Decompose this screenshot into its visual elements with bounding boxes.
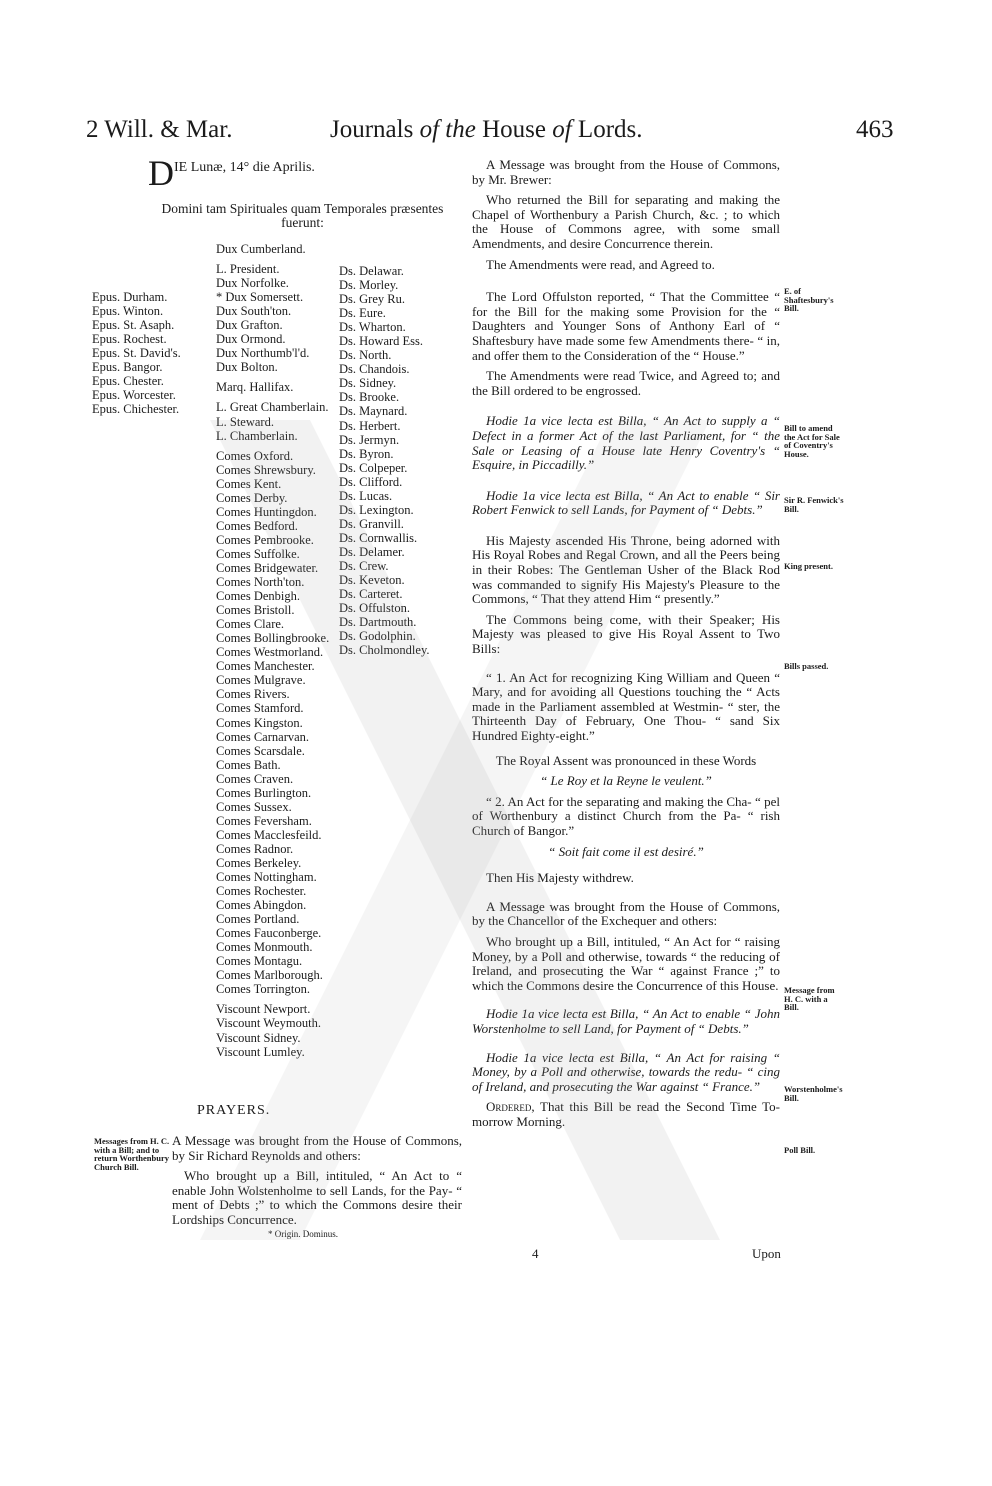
baron-entry: Ds. Brooke. (339, 390, 400, 405)
right-p18: Hodie 1a vice lecta est Billa, “ An Act to enable “ John Worstenholme to sell Land, for Payment of “ Debts.” (472, 1006, 780, 1036)
noble-entry: Dux Norfolke. (216, 276, 289, 291)
baron-entry: Ds. Colpeper. (339, 460, 408, 475)
noble-entry: Marq. Hallifax. (216, 380, 294, 395)
baron-entry: Ds. Herbert. (339, 418, 401, 433)
noble-entry: Comes Radnor. (216, 841, 294, 856)
noble-entry: Comes Rivers. (216, 687, 290, 702)
margin-poll-bill: Poll Bill. (784, 1145, 816, 1155)
noble-entry: L. President. (216, 262, 280, 277)
margin-worstenholme: Worstenholme's Bill. (784, 1084, 843, 1103)
title-the: the (445, 116, 476, 143)
noble-entry: Dux Grafton. (216, 318, 283, 333)
noble-entry: Comes Carnarvan. (216, 729, 310, 744)
ordered-lead: Ordered, (486, 1099, 535, 1115)
right-p2: Who returned the Bill for separating and making the Chapel of Worthenbury a Parish Church, &c. ; to which the House of Commons agree, with some small Amendments, and desire Concurrence therein. (472, 192, 780, 251)
noble-entry: Comes Manchester. (216, 659, 315, 674)
title-house: House (482, 116, 546, 143)
noble-entry: Comes Monmouth. (216, 940, 313, 955)
running-head-left: 2 Will. & Mar. (86, 116, 233, 143)
noble-entry: Comes Marlborough. (216, 968, 323, 983)
left-message-para: A Message was brought from the House of Commons, by Sir Richard Reynolds and others: (172, 1133, 462, 1163)
noble-entry: Comes Pembrooke. (216, 532, 314, 547)
nobles-list-barons (339, 264, 430, 657)
title-of: of (419, 116, 440, 143)
bishop-entry: Epus. Chester. (92, 374, 164, 388)
catchword: Upon (752, 1246, 781, 1261)
noble-entry: Dux Northumb'l'd. (216, 346, 310, 361)
baron-entry: Ds. Offulston. (339, 601, 410, 616)
left-paragraphs (172, 1134, 462, 1228)
right-p10: “ 1. An Act for recognizing King William and Queen “ Mary, and for avoiding all Questions touching the “ Acts made in the Parliament assembled at Westmin- “ ster, the Thirteenth Day of February, One Thou- “ sand Six Hundred Eighty-eight.” (472, 669, 780, 743)
margin-fenwick: Sir R. Fenwick's Bill. (784, 495, 844, 514)
noble-entry: Comes Fauconberge. (216, 926, 322, 941)
left-margin-note: Messages from H. C. with a Bill; and to return Worthenbury Church Bill. (94, 1136, 170, 1172)
noble-entry: L. Great Chamberlain. (216, 400, 329, 415)
noble-entry: Comes Mulgrave. (216, 673, 306, 688)
right-p12: “ Le Roy et la Reyne le veulent.” (540, 773, 712, 789)
noble-entry: Comes Scarsdale. (216, 743, 305, 758)
noble-entry: Comes Kent. (216, 476, 282, 491)
noble-entry: Comes Berkeley. (216, 855, 302, 870)
bishops-list (92, 290, 181, 416)
right-p7: Hodie 1a vice lecta est Billa, “ An Act to enable “ Sir Robert Fenwick to sell Lands, for Payment of “ Debts.” (472, 487, 780, 518)
baron-entry: Ds. Morley. (339, 278, 399, 293)
noble-entry: Comes Torrington. (216, 982, 311, 997)
noble-entry: Comes Abingdon. (216, 898, 307, 913)
signature-mark: 4 (532, 1246, 539, 1261)
baron-entry: Ds. Dartmouth. (339, 615, 417, 630)
footnote: * Origin. Dominus. (268, 1229, 339, 1239)
baron-entry: Ds. Delamer. (339, 544, 405, 559)
baron-entry: Ds. Clifford. (339, 474, 403, 489)
noble-entry: Dux Ormond. (216, 332, 286, 347)
noble-entry: Viscount Newport. (216, 1002, 311, 1017)
noble-entry: Comes Portland. (216, 912, 300, 927)
noble-entry: Viscount Sidney. (216, 1030, 301, 1045)
domini-line: Domini tam Spirituales quam Temporales præsentes fuerunt: (161, 201, 444, 231)
noble-entry: Comes Westmorland. (216, 645, 324, 660)
bishop-entry: Epus. St. Asaph. (92, 318, 175, 332)
margin-bills-passed: Bills passed. (784, 661, 829, 671)
baron-entry: Ds. Cholmondley. (339, 643, 430, 658)
title-of2: of (552, 116, 572, 143)
baron-entry: Ds. Keveton. (339, 573, 405, 588)
noble-entry: Comes Craven. (216, 771, 294, 786)
right-p1: A Message was brought from the House of Commons, by Mr. Brewer: (472, 157, 780, 187)
noble-entry: Dux South'ton. (216, 304, 292, 319)
noble-entry: Viscount Weymouth. (216, 1016, 321, 1031)
noble-entry: Comes Macclesfeild. (216, 827, 322, 842)
margin-coventry: Bill to amend the Act for Sale of Coventry's House. (784, 423, 840, 459)
noble-entry: L. Chamberlain. (216, 428, 298, 443)
right-p15: Then His Majesty withdrew. (486, 870, 634, 886)
right-p20-wrap (472, 1100, 780, 1129)
right-p8: His Majesty ascended His Throne, being adorned with His Royal Robes and Regal Crown, and all the Peers being in their Robes: The Gentleman Usher of the Black Rod was commanded to signify His Majesty's Pleasure to the Commons, “ That they attend Him “ presently.” (472, 532, 780, 607)
right-p9: The Commons being come, with their Speaker; His Majesty was pleased to give His Royal Assent to Two Bills: (472, 611, 780, 657)
baron-entry: Ds. Maynard. (339, 404, 408, 419)
baron-entry: Ds. Byron. (339, 446, 394, 461)
nobles-list-dukes-earls (216, 242, 329, 1059)
noble-entry: * Dux Somersett. (216, 290, 304, 305)
baron-entry: Ds. Godolphin. (339, 629, 416, 644)
day-heading-text: IE Lunæ, 14° die Aprilis. (174, 160, 315, 175)
noble-entry: Comes Sussex. (216, 799, 292, 814)
running-head-title (330, 116, 643, 144)
noble-entry: Dux Bolton. (216, 360, 278, 375)
margin-king-present: King present. (784, 561, 833, 571)
noble-entry: Comes Montagu. (216, 954, 303, 969)
margin-shaftesbury: E. of Shaftesbury's Bill. (784, 286, 834, 313)
drop-cap: D (148, 153, 174, 193)
baron-entry: Ds. Grey Ru. (339, 292, 405, 307)
right-p20: That this Bill be read the Second Time To-morrow Morning. (472, 1099, 780, 1129)
noble-entry: Comes Bridgewater. (216, 560, 319, 575)
baron-entry: Ds. Cornwallis. (339, 530, 418, 545)
noble-entry: Comes Bollingbrooke. (216, 631, 330, 646)
baron-entry: Ds. Jermyn. (339, 432, 400, 447)
noble-entry: Comes North'ton. (216, 575, 305, 590)
noble-entry: Comes Denbigh. (216, 589, 301, 604)
right-p3: The Amendments were read, and Agreed to. (486, 256, 715, 272)
noble-entry: Comes Oxford. (216, 448, 294, 463)
baron-entry: Ds. Sidney. (339, 376, 397, 391)
noble-entry: Comes Suffolke. (216, 546, 300, 561)
noble-entry: Comes Bristoll. (216, 603, 295, 618)
title-lords: Lords. (577, 116, 643, 143)
right-p14: “ Soit fait come il est desiré.” (548, 843, 704, 859)
baron-entry: Ds. Chandois. (339, 362, 410, 377)
baron-entry: Ds. Wharton. (339, 320, 406, 335)
noble-entry: Comes Feversham. (216, 813, 312, 828)
noble-entry: Comes Kingston. (216, 715, 303, 730)
noble-entry: Comes Stamford. (216, 701, 304, 716)
baron-entry: Ds. Carteret. (339, 587, 403, 602)
right-p17: Who brought up a Bill, intituled, “ An Act for “ raising Money, by a Poll and otherwise, towards “ the reducing of Ireland, and prosecuting the War “ against France ;” to which the Commons desire the Concurrence of this House. (472, 933, 780, 993)
page-number: 463 (856, 116, 894, 143)
noble-entry: Comes Burlington. (216, 785, 312, 800)
baron-entry: Ds. North. (339, 348, 392, 363)
title-journals: Journals (330, 116, 414, 143)
bishop-entry: Epus. Winton. (92, 304, 164, 318)
day-heading (148, 152, 315, 194)
baron-entry: Ds. Eure. (339, 306, 386, 321)
baron-entry: Ds. Howard Ess. (339, 334, 424, 349)
noble-entry: Comes Bedford. (216, 518, 298, 533)
left-bill-para: Who brought up a Bill, intituled, “ An Act to “ enable John Wolstenholme to sell Lands, for the Pay- “ ment of Debts ;” to which the Commons desire their Lordships Concurrence. (172, 1168, 462, 1227)
noble-entry: Comes Shrewsbury. (216, 462, 316, 477)
noble-entry: Comes Bath. (216, 757, 281, 772)
right-p19: Hodie 1a vice lecta est Billa, “ An Act for raising “ Money, by a Poll and otherwise, towards the redu- “ cing of Ireland, and prosecuting the War against “ France.” (472, 1049, 780, 1094)
right-p5: The Amendments were read Twice, and Agreed to; and the Bill ordered to be engrossed. (472, 368, 780, 398)
baron-entry: Ds. Granvill. (339, 516, 404, 531)
baron-entry: Ds. Lucas. (339, 488, 393, 503)
margin-message-hc: Message from H. C. with a Bill. (784, 985, 835, 1012)
noble-entry: L. Steward. (216, 414, 274, 429)
bishop-entry: Epus. Worcester. (92, 388, 176, 402)
bishop-entry: Epus. Rochest. (92, 332, 167, 346)
right-p16: A Message was brought from the House of Commons, by the Chancellor of the Exchequer and others: (472, 898, 780, 929)
baron-entry: Ds. Lexington. (339, 502, 414, 517)
baron-entry: Ds. Delawar. (339, 264, 404, 278)
bishop-entry: Epus. Chichester. (92, 402, 180, 416)
noble-entry: Comes Derby. (216, 490, 288, 505)
noble-entry: Comes Huntingdon. (216, 504, 317, 519)
bishop-entry: Epus. Bangor. (92, 360, 163, 374)
noble-entry: Viscount Lumley. (216, 1044, 305, 1059)
bishop-entry: Epus. Durham. (92, 290, 168, 304)
right-p13: “ 2. An Act for the separating and making the Cha- “ pel of Worthenbury a distinct Church from the Pa- “ rish Church of Bangor.” (472, 793, 780, 838)
bishop-entry: Epus. St. David's. (92, 346, 181, 360)
noble-entry: Comes Nottingham. (216, 870, 317, 885)
baron-entry: Ds. Crew. (339, 558, 389, 573)
right-column (472, 158, 780, 1135)
right-p4: The Lord Offulston reported, “ That the Committee “ for the Bill for the making some Provision for the “ Daughters and Younger Sons of Anthony Earl of “ Shaftesbury have made some few Amendments there- “ in, and offer them to the Consideration of the “ House.” (472, 289, 780, 363)
right-p6: Hodie 1a vice lecta est Billa, “ An Act to supply a “ Defect in a former Act of the last Parliament, for “ the Sale or Leasing of a House late Henry Coventry's “ Esquire, in Piccadilly.” (472, 413, 780, 473)
right-p11: The Royal Assent was pronounced in these Words (495, 752, 757, 768)
noble-entry: Comes Clare. (216, 617, 285, 632)
noble-entry: Dux Cumberland. (216, 242, 306, 256)
prayers-heading: PRAYERS. (197, 1103, 271, 1118)
noble-entry: Comes Rochester. (216, 884, 307, 899)
